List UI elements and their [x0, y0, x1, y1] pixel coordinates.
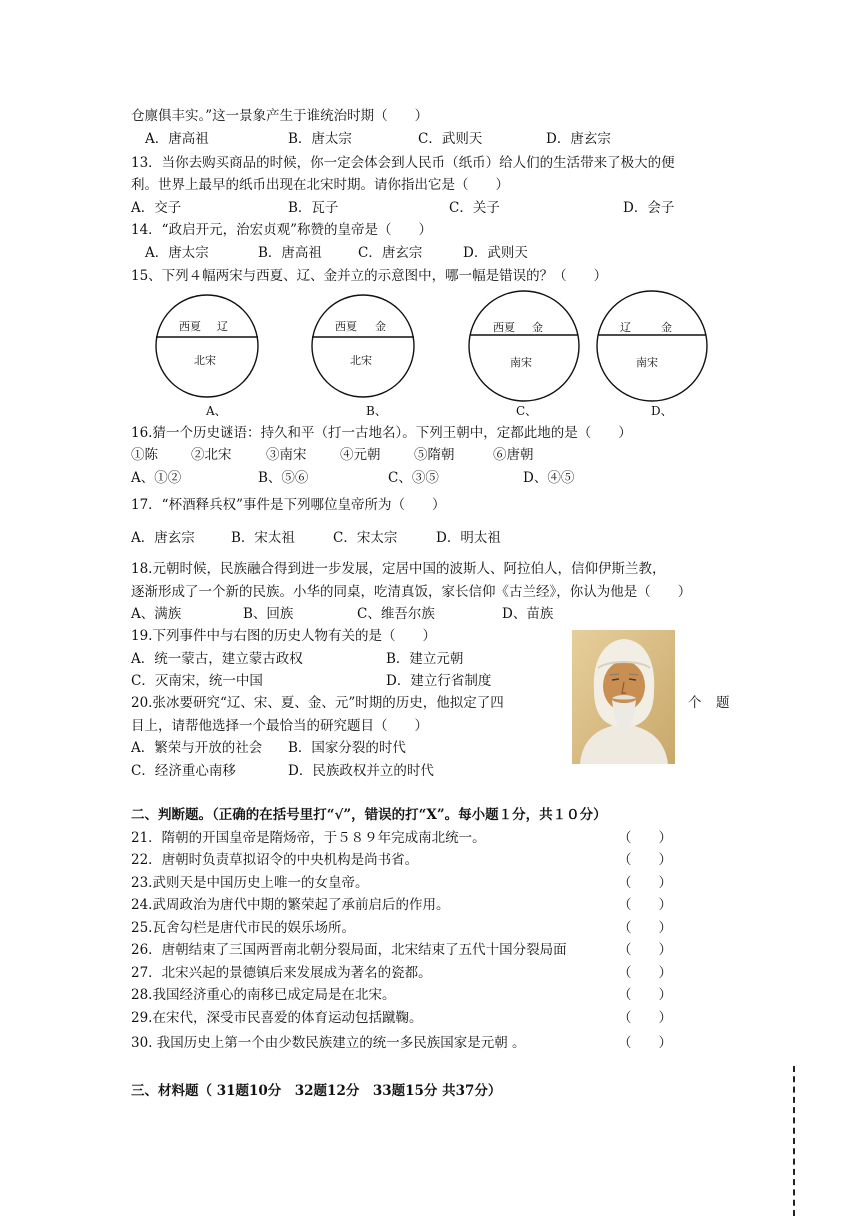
q19-option-c: C．灭南宋，统一中国	[131, 673, 263, 689]
q19-option-b: B．建立元朝	[386, 651, 464, 667]
q15-d-top-left: 辽	[620, 321, 631, 334]
judge-paren-27: （ ）	[618, 965, 672, 981]
q15-label-a: A、	[206, 404, 227, 418]
q17-option-b: B．宋太祖	[231, 530, 295, 546]
q15-circle-d	[593, 287, 711, 407]
q17-option-a: A．唐玄宗	[131, 530, 195, 546]
q19-option-a: A．统一蒙古，建立蒙古政权	[131, 651, 303, 667]
q13-option-a: A．交子	[131, 200, 182, 216]
q15-c-top-left: 西夏	[493, 321, 515, 334]
q16-item-3: ③南宋	[266, 447, 307, 463]
q18-line-2: 逐渐形成了一个新的民族。小华的同桌，吃清真饭，家长信仰《古兰经》，你认为他是（ ）	[131, 584, 692, 600]
q15-circle-b	[307, 290, 423, 402]
section-3-title: 三、材料题（ 31题10分 32题12分 33题15分 共37分）	[131, 1083, 502, 1099]
q14-option-c: C．唐玄宗	[358, 245, 423, 261]
judge-item-30: 30. 我国历史上第一个由少数民族建立的统一多民族国家是元朝 。	[131, 1035, 526, 1051]
q17-stem: 17．“杯酒释兵权”事件是下列哪位皇帝所为（ ）	[131, 497, 446, 513]
q18-option-b: B、回族	[243, 606, 294, 622]
q15-a-top-right: 辽	[217, 320, 228, 333]
q16-item-5: ⑤隋朝	[414, 447, 455, 463]
q18-line-1: 18.元朝时候，民族融合得到进一步发展，定居中国的波斯人、阿拉伯人，信仰伊斯兰教，	[131, 561, 666, 577]
judge-paren-23: （ ）	[618, 875, 672, 891]
q16-option-d: D、④⑤	[523, 470, 575, 486]
q15-b-top-left: 西夏	[335, 320, 357, 333]
q15-a-bottom: 北宋	[194, 354, 216, 367]
q15-label-c: C、	[516, 404, 538, 418]
q15-c-bottom: 南宋	[510, 356, 532, 369]
judge-item-26: 26．唐朝结束了三国两晋南北朝分裂局面，北宋结束了五代十国分裂局面	[131, 942, 567, 958]
genghis-khan-portrait-icon	[572, 630, 675, 764]
q16-option-c: C、③⑤	[388, 470, 439, 486]
judge-item-28: 28.我国经济重心的南移已成定局是在北宋。	[131, 987, 396, 1003]
q15-circle-c	[466, 287, 584, 407]
q16-stem: 16.猜一个历史谜语：持久和平（打一古地名）。下列王朝中，定都此地的是（ ）	[131, 425, 632, 441]
q12-option-a: A．唐高祖	[145, 131, 209, 147]
q15-d-bottom: 南宋	[636, 356, 658, 369]
q17-option-c: C．宋太宗	[333, 530, 398, 546]
q19-stem: 19.下列事件中与右图的历史人物有关的是（ ）	[131, 628, 436, 644]
q16-item-2: ②北宋	[191, 447, 232, 463]
section-2-title: 二、判断题。（正确的在括号里打“√”，错误的打“X”。每小题１分，共１０分）	[131, 807, 607, 823]
q20-option-c: C．经济重心南移	[131, 763, 236, 779]
q14-stem: 14．“政启开元，治宏贞观”称赞的皇帝是（ ）	[131, 222, 432, 238]
q15-d-top-right: 金	[661, 321, 672, 334]
q13-option-b: B．瓦子	[288, 200, 339, 216]
q15-a-top-left: 西夏	[179, 320, 201, 333]
judge-paren-26: （ ）	[618, 942, 672, 958]
q16-item-1: ①陈	[131, 447, 158, 463]
q20-option-a: A．繁荣与开放的社会	[131, 740, 263, 756]
q15-c-top-right: 金	[532, 321, 543, 334]
q20-option-b: B．国家分裂的时代	[288, 740, 406, 756]
q13-option-c: C．关子	[449, 200, 500, 216]
q18-option-d: D、苗族	[502, 606, 554, 622]
q15-label-b: B、	[366, 404, 387, 418]
q16-item-6: ⑥唐朝	[493, 447, 534, 463]
q15-circle-a	[150, 290, 266, 402]
q18-option-a: A、满族	[131, 606, 182, 622]
judge-item-23: 23.武则天是中国历史上唯一的女皇帝。	[131, 875, 369, 891]
q13-line-1: 13．当你去购买商品的时候，你一定会体会到人民币（纸币）给人们的生活带来了极大的便	[131, 155, 675, 171]
q17-option-d: D．明太祖	[436, 530, 501, 546]
judge-item-27: 27．北宋兴起的景德镇后来发展成为著名的瓷都。	[131, 965, 432, 981]
q13-line-2: 利。世界上最早的纸币出现在北宋时期。请你指出它是（ ）	[131, 177, 509, 193]
q20-line-1: 20.张冰要研究“辽、宋、夏、金、元”时期的历史，他拟定了四	[131, 695, 504, 711]
q15-label-d: D、	[651, 404, 673, 418]
q12-option-c: C．武则天	[418, 131, 483, 147]
q12-stem-tail: 仓廪俱丰实。”这一景象产生于谁统治时期（ ）	[131, 108, 429, 124]
judge-paren-25: （ ）	[618, 920, 672, 936]
judge-paren-22: （ ）	[618, 852, 672, 868]
q20-line-1-tail-b: 题	[716, 695, 730, 711]
q14-option-b: B．唐高祖	[258, 245, 322, 261]
q20-line-1-tail-a: 个	[688, 695, 702, 711]
q20-option-d: D．民族政权并立的时代	[288, 763, 434, 779]
judge-item-29: 29.在宋代，深受市民喜爱的体育运动包括蹴鞠。	[131, 1010, 423, 1026]
judge-paren-21: （ ）	[618, 830, 672, 846]
q15-b-bottom: 北宋	[350, 354, 372, 367]
q13-option-d: D．会子	[623, 200, 675, 216]
q16-item-4: ④元朝	[340, 447, 381, 463]
judge-paren-30: （ ）	[618, 1035, 672, 1051]
q12-option-b: B．唐太宗	[288, 131, 352, 147]
q12-option-d: D．唐玄宗	[546, 131, 611, 147]
q19-option-d: D．建立行省制度	[386, 673, 492, 689]
judge-item-24: 24.武周政治为唐代中期的繁荣起了承前启后的作用。	[131, 897, 450, 913]
judge-paren-28: （ ）	[618, 987, 672, 1003]
q15-stem: 15、下列４幅两宋与西夏、辽、金并立的示意图中，哪一幅是错误的？（ ）	[131, 268, 608, 284]
judge-paren-24: （ ）	[618, 897, 672, 913]
judge-paren-29: （ ）	[618, 1010, 672, 1026]
q20-line-2: 目上，请帮他选择一个最恰当的研究题目（ ）	[131, 718, 428, 734]
q14-option-a: A．唐太宗	[145, 245, 209, 261]
q16-option-b: B、⑤⑥	[258, 470, 309, 486]
q14-option-d: D．武则天	[463, 245, 528, 261]
q18-option-c: C、维吾尔族	[357, 606, 435, 622]
judge-item-21: 21．隋朝的开国皇帝是隋炀帝，于５８９年完成南北统一。	[131, 830, 486, 846]
q16-option-a: A、①②	[131, 470, 182, 486]
q15-b-top-right: 金	[375, 320, 386, 333]
judge-item-25: 25.瓦舍勾栏是唐代市民的娱乐场所。	[131, 920, 355, 936]
dashed-binding-line-icon	[793, 1066, 795, 1216]
judge-item-22: 22．唐朝时负责草拟诏令的中央机构是尚书省。	[131, 852, 419, 868]
